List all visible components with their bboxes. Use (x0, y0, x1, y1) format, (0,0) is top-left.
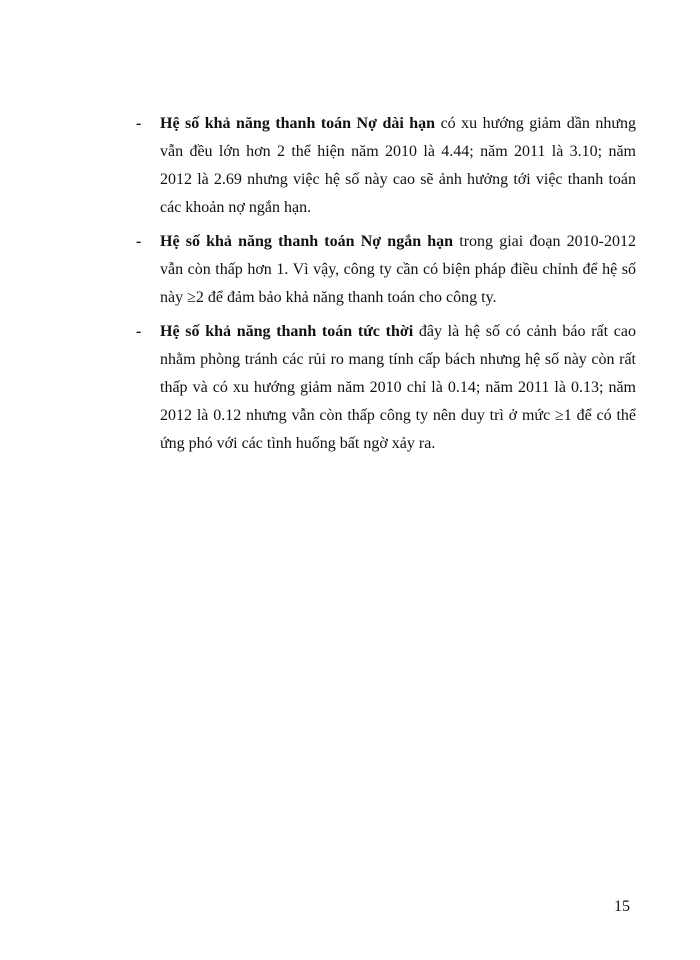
page-number: 15 (614, 898, 630, 915)
bullet-item-long-term-debt (136, 110, 636, 222)
bullet-lead-text: Hệ số khả năng thanh toán tức thời (160, 323, 414, 340)
bullet-dash: - (136, 115, 142, 132)
bullet-body-text: trong giai đoạn 2010-2012 vẫn còn thấp hơn 1. Vì vậy, công ty cần có biện pháp điều chỉnh để hệ số này ≥2 để đảm bảo khả năng thanh toán cho công ty. (160, 233, 636, 306)
bullet-lead-text: Hệ số khả năng thanh toán Nợ ngắn hạn (160, 233, 454, 250)
bullet-body-text: có xu hướng giảm dần nhưng vẫn đều lớn hơn 2 thể hiện năm 2010 là 4.44; năm 2011 là 3.10; năm 2012 là 2.69 nhưng việc hệ số này cao sẽ ảnh hưởng tới việc thanh toán các khoản nợ ngắn hạn. (160, 115, 637, 216)
bullet-list (136, 110, 636, 464)
bullet-item-immediate-payment (136, 318, 636, 458)
bullet-body-text: đây là hệ số có cảnh báo rất cao nhằm phòng tránh các rủi ro mang tính cấp bách nhưng hệ số này còn rất thấp và có xu hướng giảm năm 2010 chỉ là 0.14; năm 2011 là 0.13; năm 2012 là 0.12 nhưng vẫn còn thấp công ty nên duy trì ở mức ≥1 để có thể ứng phó với các tình huống bất ngờ xảy ra. (160, 323, 636, 452)
bullet-dash: - (136, 233, 142, 250)
bullet-dash: - (136, 323, 142, 340)
bullet-lead-text: Hệ số khả năng thanh toán Nợ dài hạn (160, 115, 436, 132)
bullet-item-short-term-debt (136, 228, 636, 312)
